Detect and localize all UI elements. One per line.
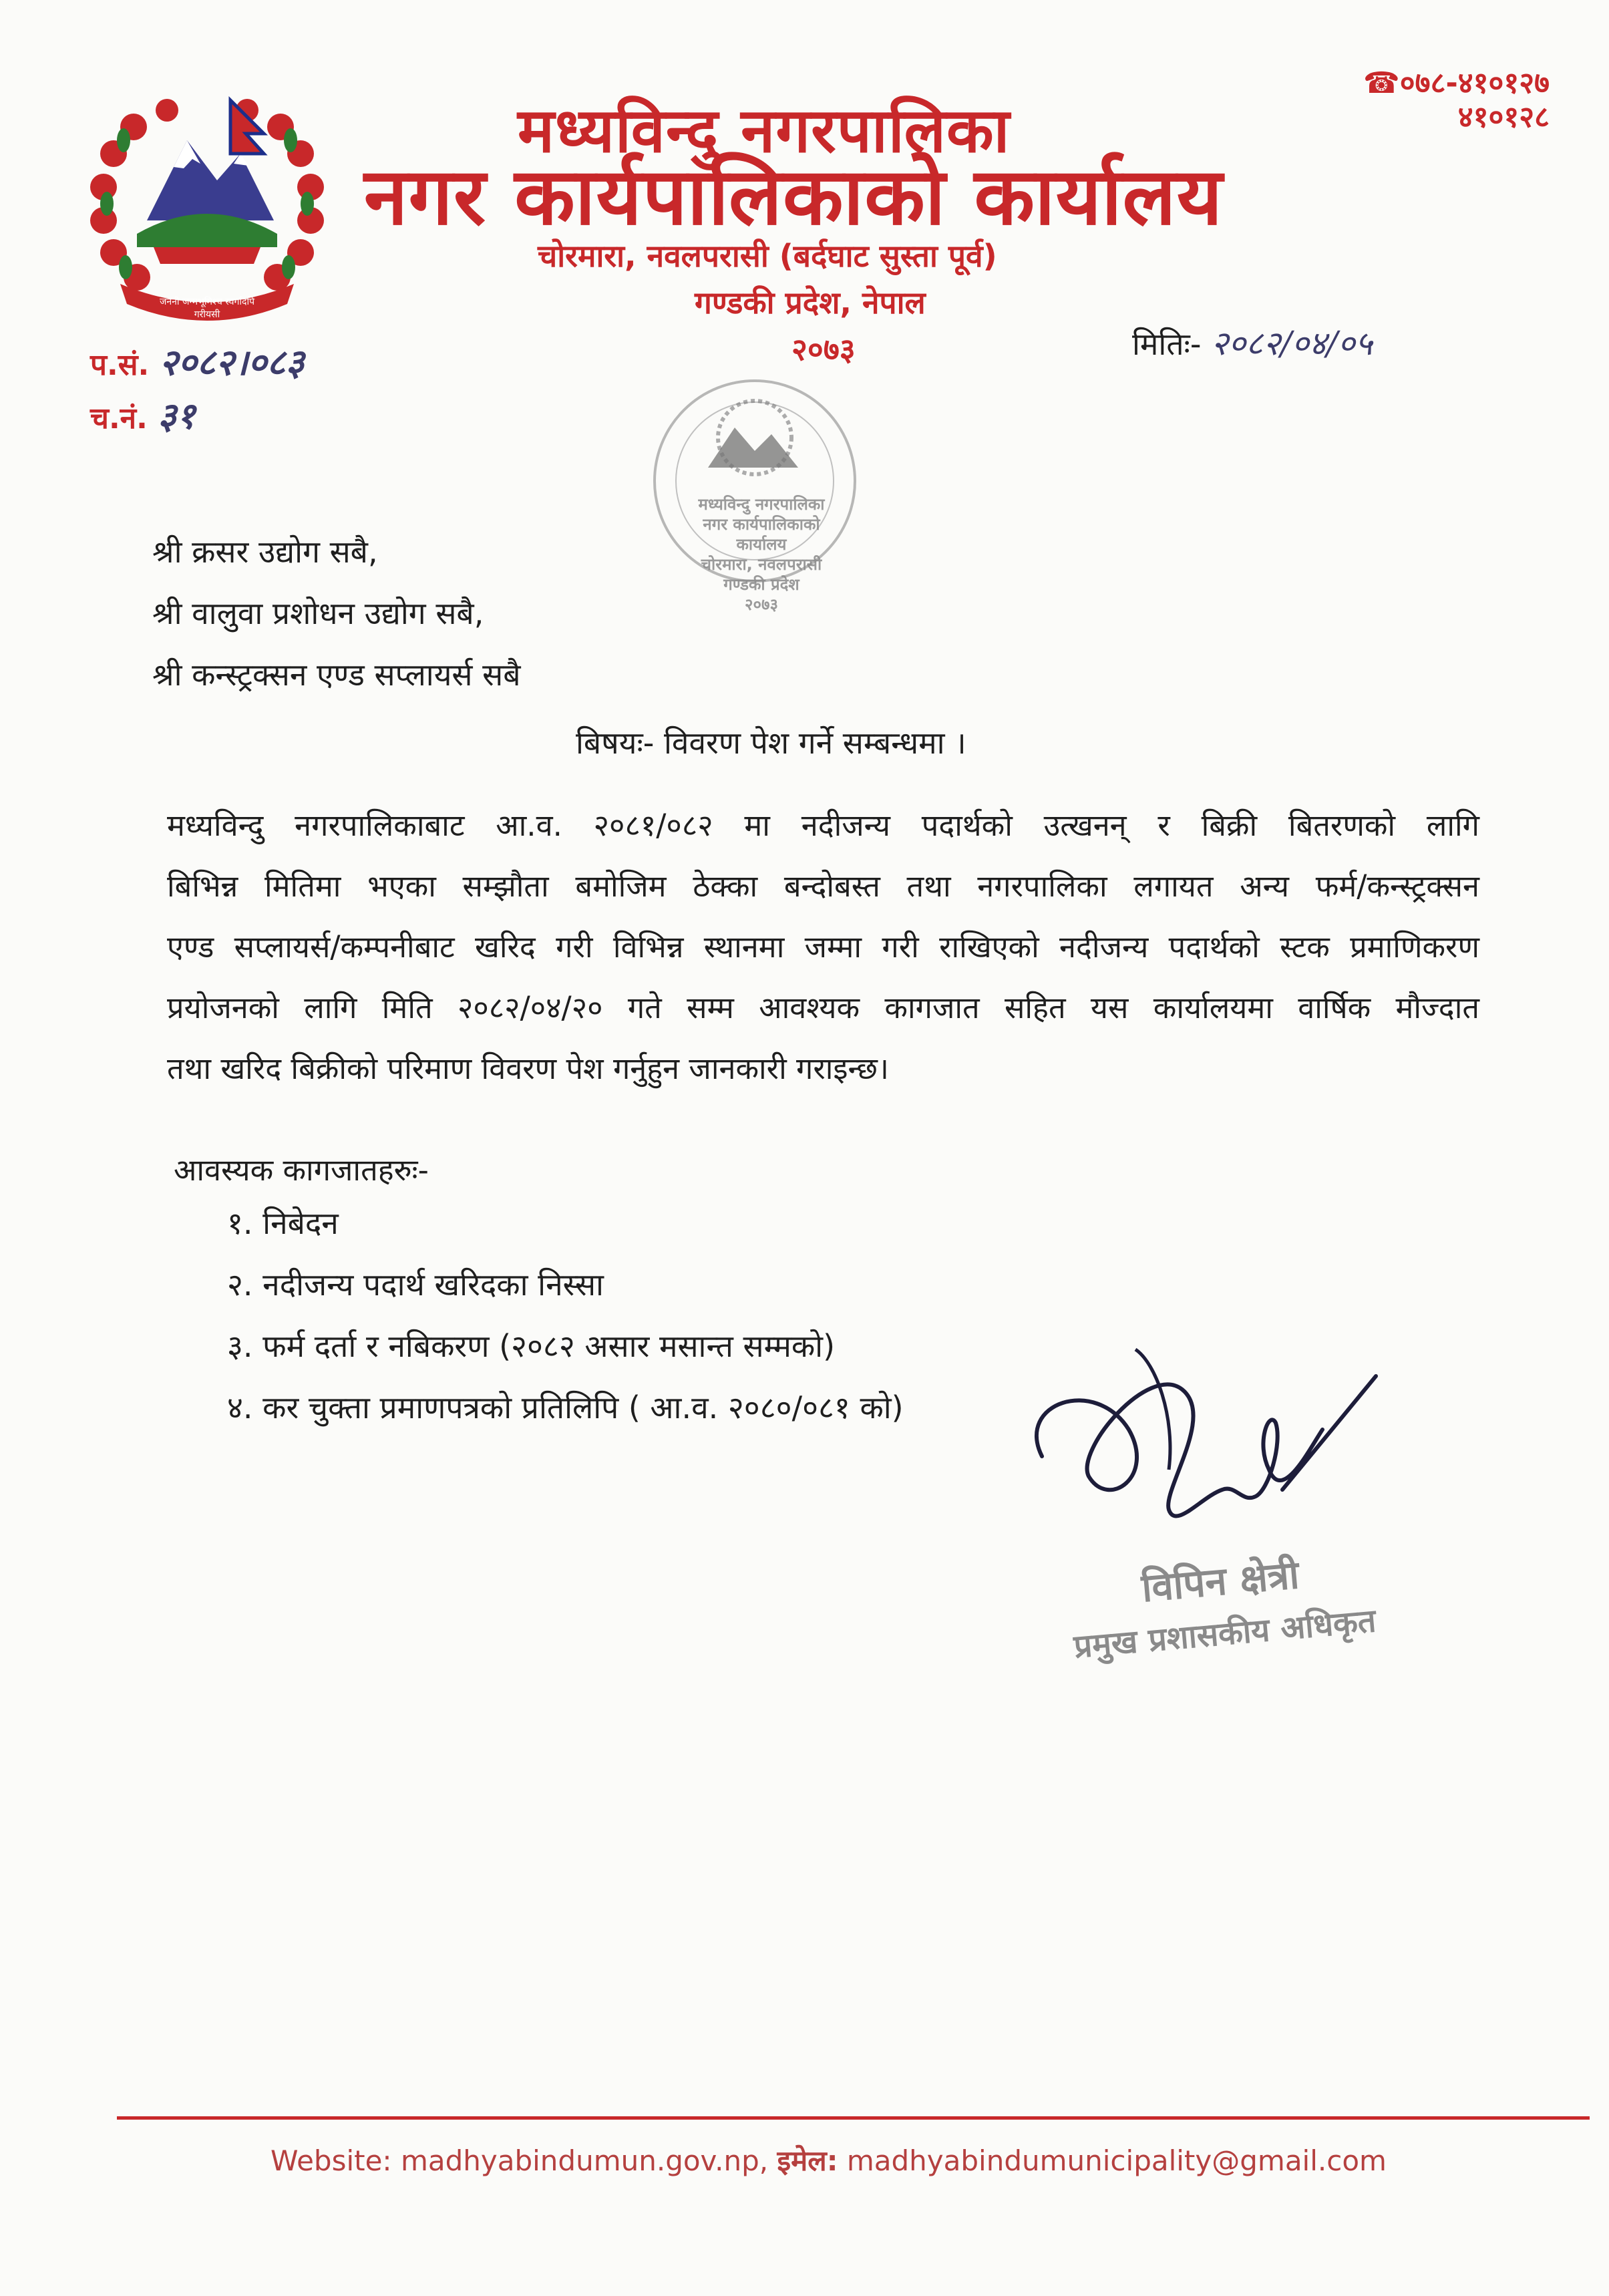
letter-date	[1132, 319, 1373, 365]
date-value: २०८२/०४/०५	[1211, 324, 1373, 363]
recipient-1: श्री क्रसर उद्योग सबै,	[152, 534, 378, 570]
recipient-3: श्री कन्स्ट्रक्सन एण्ड सप्लायर्स सबै	[152, 657, 521, 693]
document-item-1: १. निबेदन	[227, 1205, 339, 1241]
office-name: नगर कार्यपालिकाको कार्यालय	[364, 150, 1224, 242]
website-label: Website:	[271, 2144, 392, 2177]
chalani-value: ३१	[158, 394, 196, 437]
phone-line-2: ४१०१२८	[1457, 100, 1550, 134]
body-line-2: बिभिन्न मितिमा भएका सम्झौता बमोजिम ठेक्का बन्दोबस्त तथा नगरपालिका लगायत अन्य फर्म/कन्स्ट्रक्सन	[167, 868, 1479, 904]
seal-line-4: गण्डकी प्रदेश	[723, 575, 799, 594]
body-line-3: एण्ड सप्लायर्स/कम्पनीबाट खरिद गरी विभिन्न स्थानमा जम्मा गरी राखिएको नदीजन्य पदार्थको स्टक प्रमाणिकरण	[167, 929, 1479, 965]
patra-value: २०८२।०८३	[159, 341, 305, 383]
recipient-list	[152, 521, 520, 705]
phone-numbers	[1302, 67, 1550, 134]
office-address: चोरमारा, नवलपरासी (बर्दघाट सुस्ता पूर्व)	[538, 238, 997, 274]
document-item-2: २. नदीजन्य पदार्थ खरिदका निस्सा	[227, 1267, 604, 1303]
seal-line-5: २०७३	[745, 595, 778, 614]
website-link[interactable]: madhyabindumun.gov.np,	[400, 2144, 769, 2177]
seal-line-2: नगर कार्यपालिकाको कार्यालय	[703, 515, 820, 554]
document-item-4: ४. कर चुक्ता प्रमाणपत्रको प्रतिलिपि ( आ.व. २०८०/०८१ को)	[227, 1389, 904, 1426]
chalani-number	[90, 394, 196, 437]
signature-icon	[1002, 1336, 1416, 1577]
signatory-title: प्रमुख प्रशासकीय अधिकृत	[1072, 1602, 1378, 1666]
seal-line-1: मध्यविन्दु नगरपालिका	[698, 495, 825, 514]
footer-contact	[271, 2141, 1387, 2179]
chalani-label: च.नं.	[90, 401, 148, 436]
email-label: इमेल:	[777, 2144, 838, 2177]
emblem-ribbon-text: जननी जन्मभूमिश्च स्वर्गादपि गरीयसी	[159, 297, 255, 320]
office-province: गण्डकी प्रदेश, नेपाल	[695, 285, 926, 321]
letter-subject: बिषयः- विवरण पेश गर्ने सम्बन्धमा ।	[576, 725, 966, 761]
body-line-5: तथा खरिद बिक्रीको परिमाण विवरण पेश गर्नुहुन जानकारी गराइन्छ।	[167, 1051, 889, 1086]
signatory-name: विपिन क्षेत्री	[1139, 1551, 1301, 1611]
body-line-4: प्रयोजनको लागि मिति २०८२/०४/२० गते सम्म आवश्यक कागजात सहित यस कार्यालयमा वार्षिक मौज्दात	[167, 990, 1479, 1025]
letter-body	[167, 795, 1479, 1099]
recipient-2: श्री वालुवा प्रशोधन उद्योग सबै,	[152, 595, 484, 631]
date-label: मितिः-	[1132, 326, 1202, 362]
municipality-name: मध्यविन्दु नगरपालिका	[518, 95, 1011, 166]
establishment-year: २०७३	[791, 331, 856, 367]
footer-divider	[117, 2116, 1590, 2120]
nepal-emblem	[73, 80, 341, 334]
phone-line-1: ☎०७८-४१०१२७	[1363, 66, 1550, 100]
documents-heading: आवस्यक कागजातहरुः-	[174, 1152, 429, 1188]
body-line-1: मध्यविन्दु नगरपालिकाबाट आ.व. २०८१/०८२ मा नदीजन्य पदार्थको उत्खनन् र बिक्री बितरणको लागि	[167, 808, 1479, 843]
document-item-3: ३. फर्म दर्ता र नबिकरण (२०८२ असार मसान्त सम्मको)	[227, 1328, 836, 1364]
patra-label: प.सं.	[90, 348, 150, 382]
documents-list	[227, 1192, 904, 1438]
office-seal	[621, 374, 915, 628]
email-link[interactable]: madhyabindumunicipality@gmail.com	[846, 2144, 1387, 2177]
handwritten-signature	[1002, 1336, 1416, 1577]
seal-line-3: चोरमारा, नवलपरासी	[701, 555, 822, 574]
patra-sankhya	[90, 341, 305, 383]
